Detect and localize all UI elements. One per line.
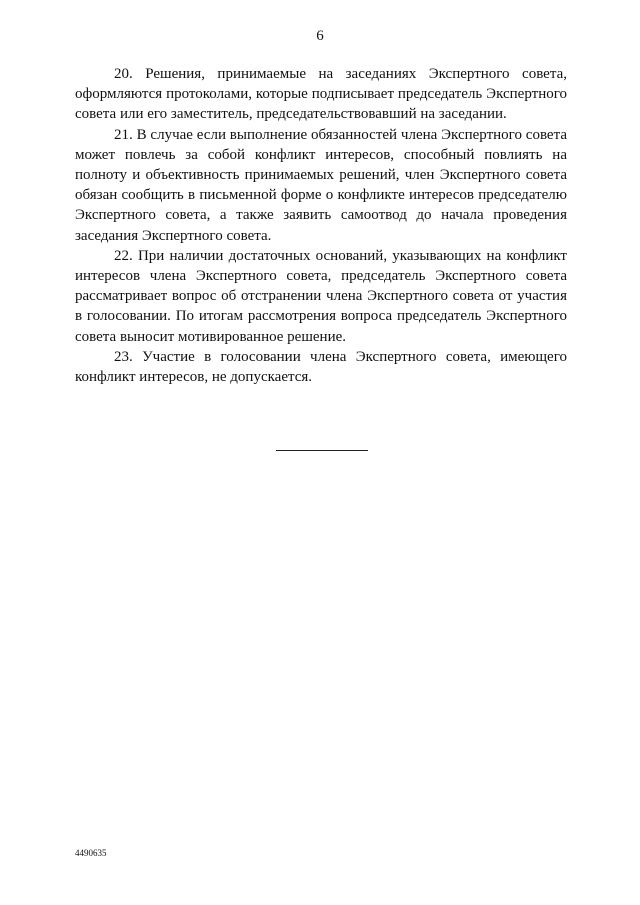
document-body: [75, 64, 567, 387]
paragraph-20: 20. Решения, принимаемые на заседаниях Экспертного совета, оформляются протоколами, которые подписывает председатель Экспертного совета или его заместитель, председательствовавший на заседании.: [75, 66, 567, 123]
paragraph-21: 21. В случае если выполнение обязанностей члена Экспертного совета может повлечь за собой конфликт интересов, способный повлиять на полноту и объективность принимаемых решений, член Экспертного совета обязан сообщить в письменной форме о конфликте интересов председателю Экспертного совета, а также заявить самоотвод до начала проведения заседания Экспертного совета.: [75, 126, 567, 244]
document-code: 4490635: [75, 848, 107, 858]
paragraph-23: 23. Участие в голосовании члена Экспертного совета, имеющего конфликт интересов, не допускается.: [75, 348, 567, 386]
closing-divider: [276, 450, 368, 451]
paragraph-22: 22. При наличии достаточных оснований, указывающих на конфликт интересов члена Экспертного совета, председатель Экспертного совета рассматривает вопрос об отстранении члена Экспертного совета от участия в голосовании. По итогам рассмотрения вопроса председатель Экспертного совета выносит мотивированное решение.: [75, 247, 567, 345]
page-number: 6: [316, 28, 324, 44]
